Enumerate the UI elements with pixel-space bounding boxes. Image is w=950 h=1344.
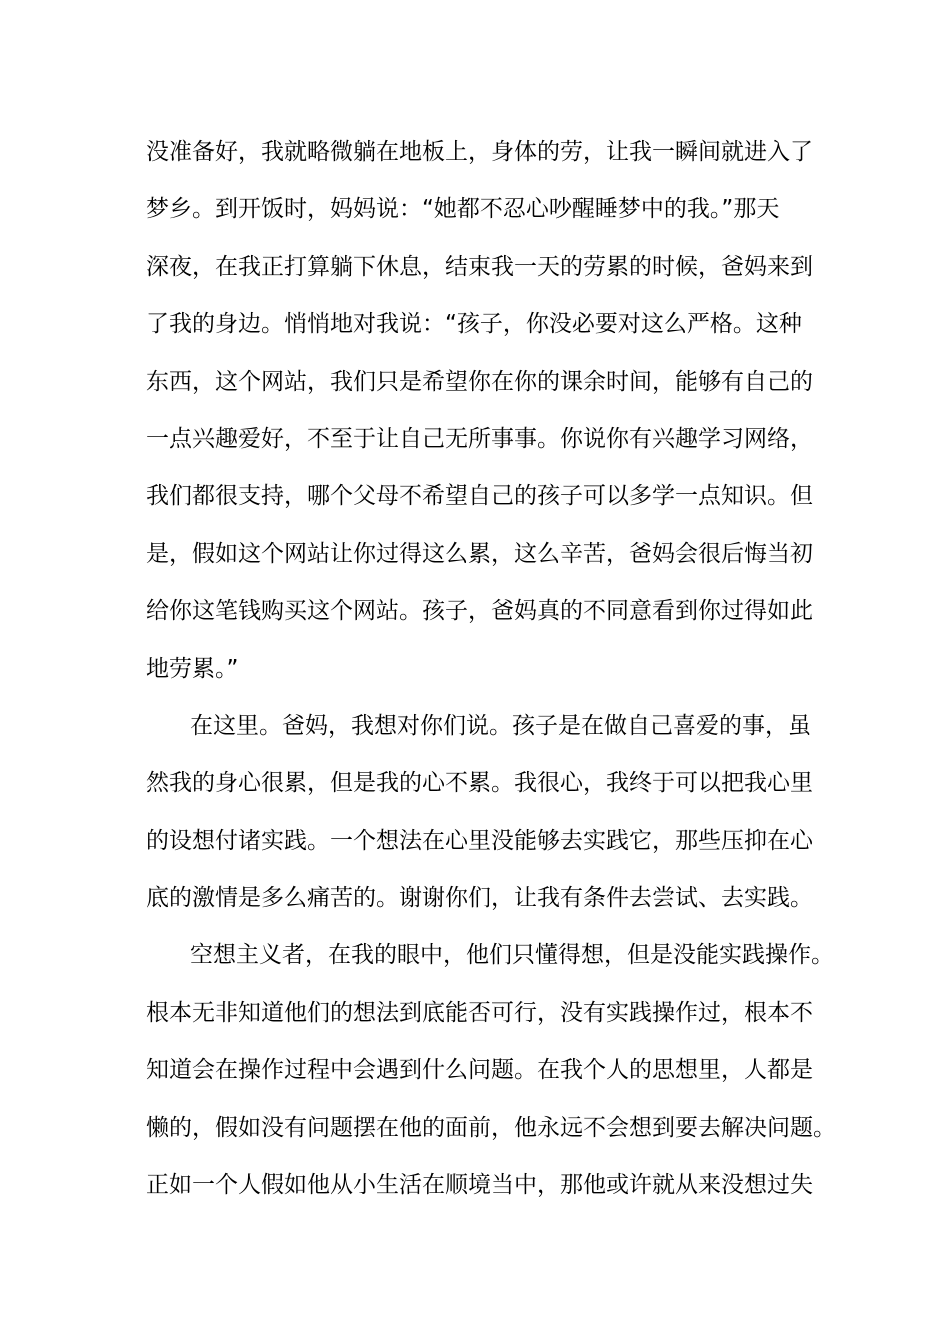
text-line: 东西，这个网站，我们只是希望你在你的课余时间，能够有自己的 [146,368,813,395]
text-line: 正如一个人假如他从小生活在顺境当中，那他或许就从来没想过失 [146,1172,813,1199]
text-line: 一点兴趣爱好，不至于让自己无所事事。你说你有兴趣学习网络， [146,425,813,452]
text-line: 地劳累。” [146,655,239,682]
text-line: 是，假如这个网站让你过得这么累，这么辛苦，爸妈会很后悔当初 [146,540,813,567]
text-line: 知道会在操作过程中会遇到什么问题。在我个人的思想里，人都是 [146,1057,813,1084]
text-line: 了我的身边。悄悄地对我说：“孩子，你没必要对这么严格。这种 [146,311,802,338]
text-line: 然我的身心很累，但是我的心不累。我很心，我终于可以把我心里 [146,770,813,797]
text-line: 没准备好，我就略微躺在地板上，身体的劳，让我一瞬间就进入了 [146,139,813,165]
text-line: 梦乡。到开饭时，妈妈说：“她都不忍心吵醒睡梦中的我。”那天 [146,196,780,223]
text-line: 底的激情是多么痛苦的。谢谢你们，让我有条件去尝试、去实践。 [146,885,813,912]
text-line: 懒的，假如没有问题摆在他的面前，他永远不会想到要去解决问题。 [146,1114,836,1141]
body-text [146,124,836,1214]
paragraph-start-line: 在这里。爸妈，我想对你们说。孩子是在做自己喜爱的事，虽 [190,712,811,739]
text-line: 深夜，在我正打算躺下休息，结束我一天的劳累的时候，爸妈来到 [146,253,813,280]
text-line: 根本无非知道他们的想法到底能否可行，没有实践操作过，根本不 [146,999,813,1026]
paragraph-start-line: 空想主义者，在我的眼中，他们只懂得想，但是没能实践操作。 [190,942,834,969]
text-line: 我们都很支持，哪个父母不希望自己的孩子可以多学一点知识。但 [146,483,813,510]
text-line: 的设想付诸实践。一个想法在心里没能够去实践它，那些压抑在心 [146,827,813,854]
text-line: 给你这笔钱购买这个网站。孩子，爸妈真的不同意看到你过得如此 [146,598,813,625]
